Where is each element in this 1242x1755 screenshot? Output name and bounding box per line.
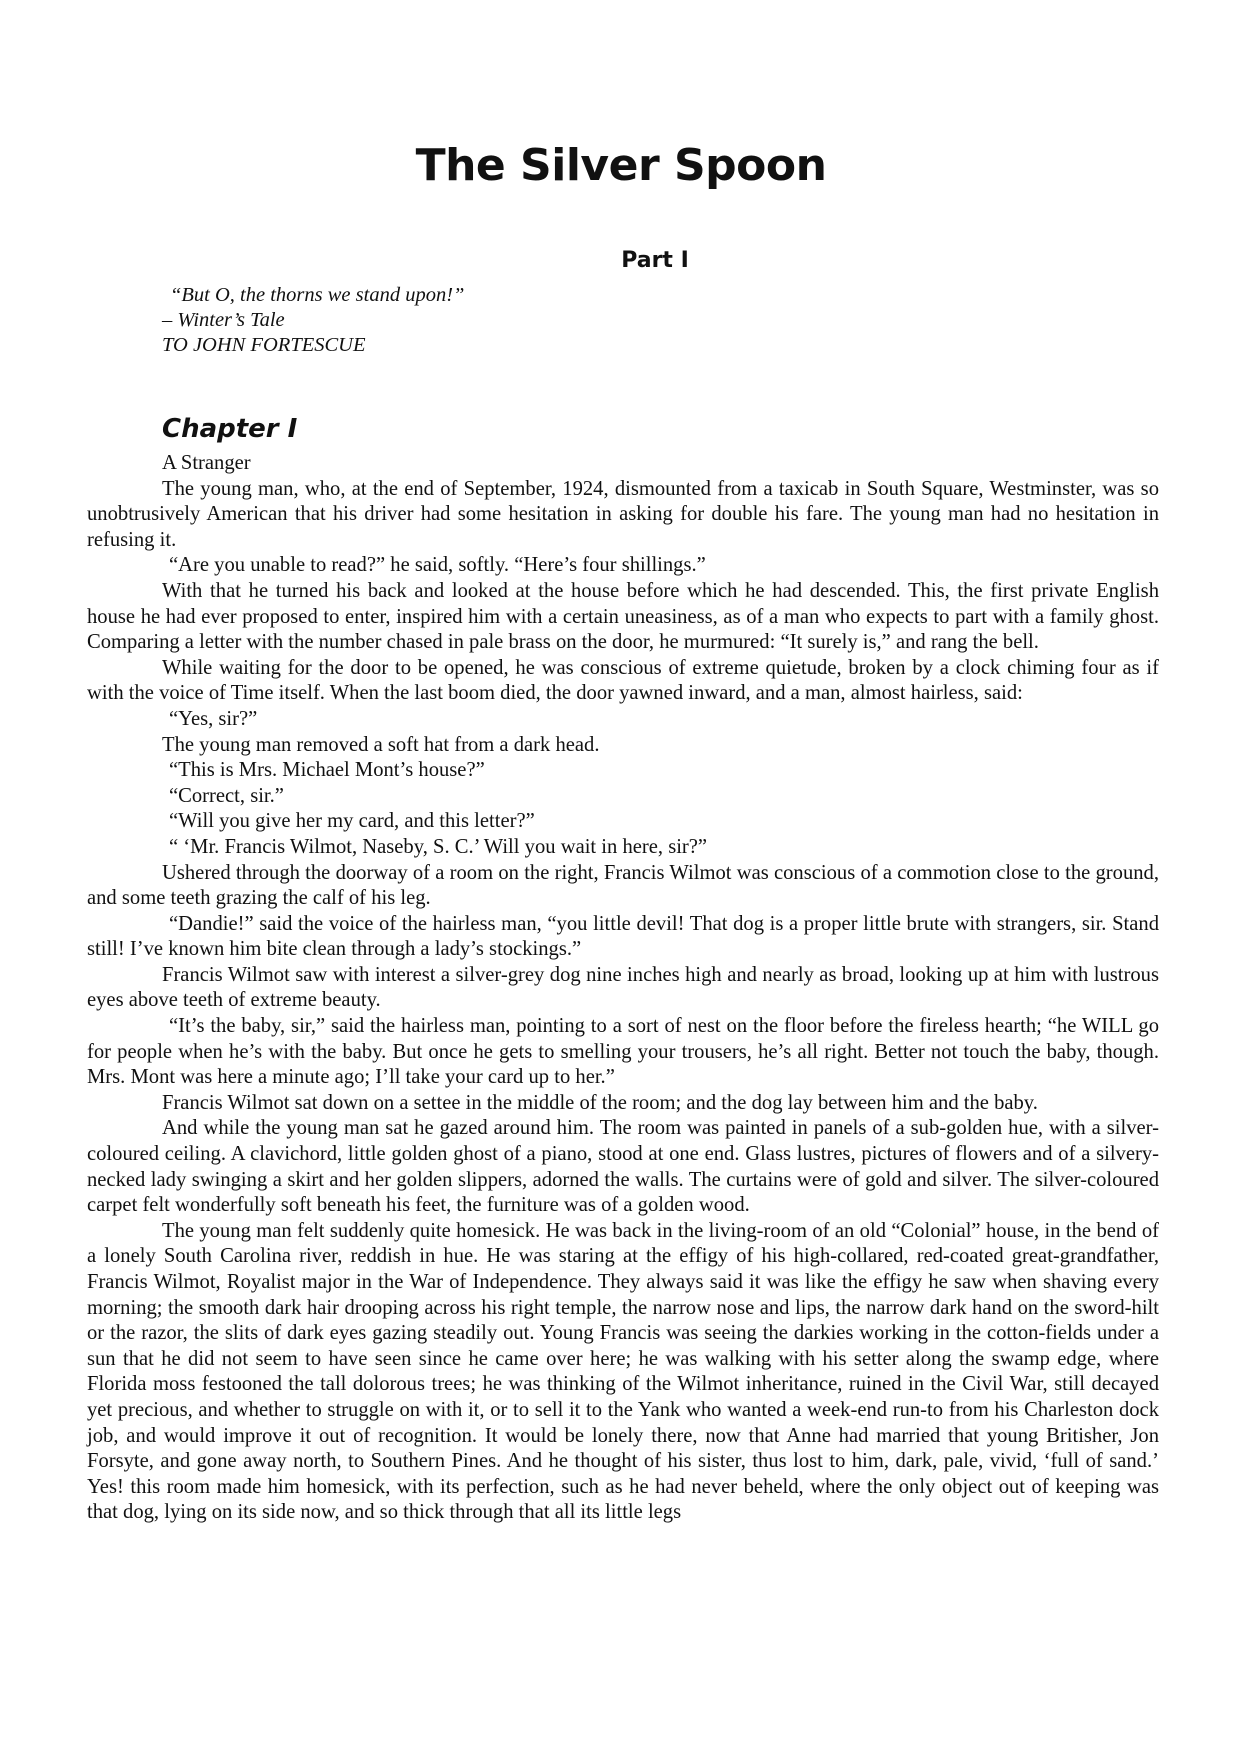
- paragraph: “Yes, sir?”: [169, 707, 258, 730]
- paragraph: “It’s the baby, sir,” said the hairless man, pointing to a sort of nest on the floor before the fireless hearth; “he WILL go for people when he’s with the baby. But once he gets to smelling your trousers, he’s all right. Better not touch the baby, though. Mrs. Mont was here a minute ago; I’ll take your card up to her.”: [87, 1015, 1159, 1089]
- paragraph: “Correct, sir.”: [169, 784, 284, 807]
- paragraph: And while the young man sat he gazed around him. The room was painted in panels of a sub-golden hue, with a silver-coloured ceiling. A clavichord, little golden ghost of a piano, stood at one end. Glass lustres, pictures of flowers and of a silvery-necked lady swinging a skirt and her golden slippers, adorned the walls. The curtains were of gold and silver. The silver-coloured carpet felt wonderfully soft beneath his feet, the furniture was of a golden wood.: [87, 1117, 1159, 1217]
- chapter-body: [87, 451, 1159, 1526]
- paragraph: “Will you give her my card, and this letter?”: [169, 810, 535, 833]
- epigraph-source: – Winter’s Tale: [162, 309, 285, 331]
- paragraph: “ ‘Mr. Francis Wilmot, Naseby, S. C.’ Will you wait in here, sir?”: [169, 835, 708, 858]
- epigraph: [162, 283, 862, 358]
- paragraph: “This is Mrs. Michael Mont’s house?”: [169, 759, 485, 782]
- paragraph: The young man removed a soft hat from a dark head.: [162, 733, 600, 756]
- part-title: Part I: [621, 248, 689, 273]
- paragraph: With that he turned his back and looked at the house before which he had descended. This, the first private English house he had ever proposed to enter, inspired him with a certain uneasiness, as of a man who expects to part with a family ghost. Comparing a letter with the number chased in pale brass on the door, he murmured: “It surely is,” and rang the bell.: [87, 579, 1159, 654]
- paragraph: “Are you unable to read?” he said, softly. “Here’s four shillings.”: [169, 554, 706, 577]
- paragraph: The young man felt suddenly quite homesick. He was back in the living-room of an old “Colonial” house, in the bend of a lonely South Carolina river, reddish in hue. He was staring at the effigy of his high-collared, red-coated great-grandfather, Francis Wilmot, Royalist major in the War of Independence. They always said it was like the effigy he saw when shaving every morning; the smooth dark hair drooping across his right temple, the narrow nose and lips, the narrow dark hand on the sword-hilt or the razor, the slits of dark eyes gazing steadily out. Young Francis was seeing the darkies working in the cotton-fields under a sun that he did not seem to have seen since he came over here; he was walking with his setter along the swamp edge, where Florida moss festooned the tall dolorous trees; he was thinking of the Wilmot inheritance, ruined in the Civil War, still decayed yet precious, and whether to struggle on with it, or to sell it to the Yank who wanted a week-end run-to from his Charleston dock job, and would improve it out of recognition. It would be lonely there, now that Anne had married that young Britisher, Jon Forsyte, and gone away north, to Southern Pines. And he thought of his sister, thus lost to him, dark, pale, vivid, ‘full of sand.’ Yes! this room made him homesick, with its perfection, such as he had never beheld, where the only object out of keeping was that dog, lying on its side now, and so thick through that all its little legs: [87, 1219, 1159, 1524]
- chapter-subtitle: A Stranger: [162, 452, 251, 474]
- book-title: The Silver Spoon: [415, 140, 827, 191]
- chapter-title: Chapter I: [162, 414, 298, 444]
- dedication: TO JOHN FORTESCUE: [162, 334, 366, 356]
- paragraph: Francis Wilmot saw with interest a silver-grey dog nine inches high and nearly as broad, looking up at him with lustrous eyes above teeth of extreme beauty.: [87, 963, 1159, 1012]
- paragraph: While waiting for the door to be opened, he was conscious of extreme quietude, broken by a clock chiming four as if with the voice of Time itself. When the last boom died, the door yawned inward, and a man, almost hairless, said:: [87, 656, 1159, 705]
- paragraph: Francis Wilmot sat down on a settee in the middle of the room; and the dog lay between him and the baby.: [162, 1091, 1038, 1114]
- paragraph: “Dandie!” said the voice of the hairless man, “you little devil! That dog is a proper little brute with strangers, sir. Stand still! I’ve known him bite clean through a lady’s stockings.”: [87, 912, 1159, 961]
- epigraph-quote: “But O, the thorns we stand upon!”: [170, 284, 465, 306]
- paragraph: Ushered through the doorway of a room on the right, Francis Wilmot was conscious of a commotion close to the ground, and some teeth grazing the calf of his leg.: [87, 861, 1159, 910]
- paragraph: The young man, who, at the end of September, 1924, dismounted from a taxicab in South Square, Westminster, was so unobtrusively American that his driver had some hesitation in asking for double his fare. The young man had no hesitation in refusing it.: [87, 477, 1159, 551]
